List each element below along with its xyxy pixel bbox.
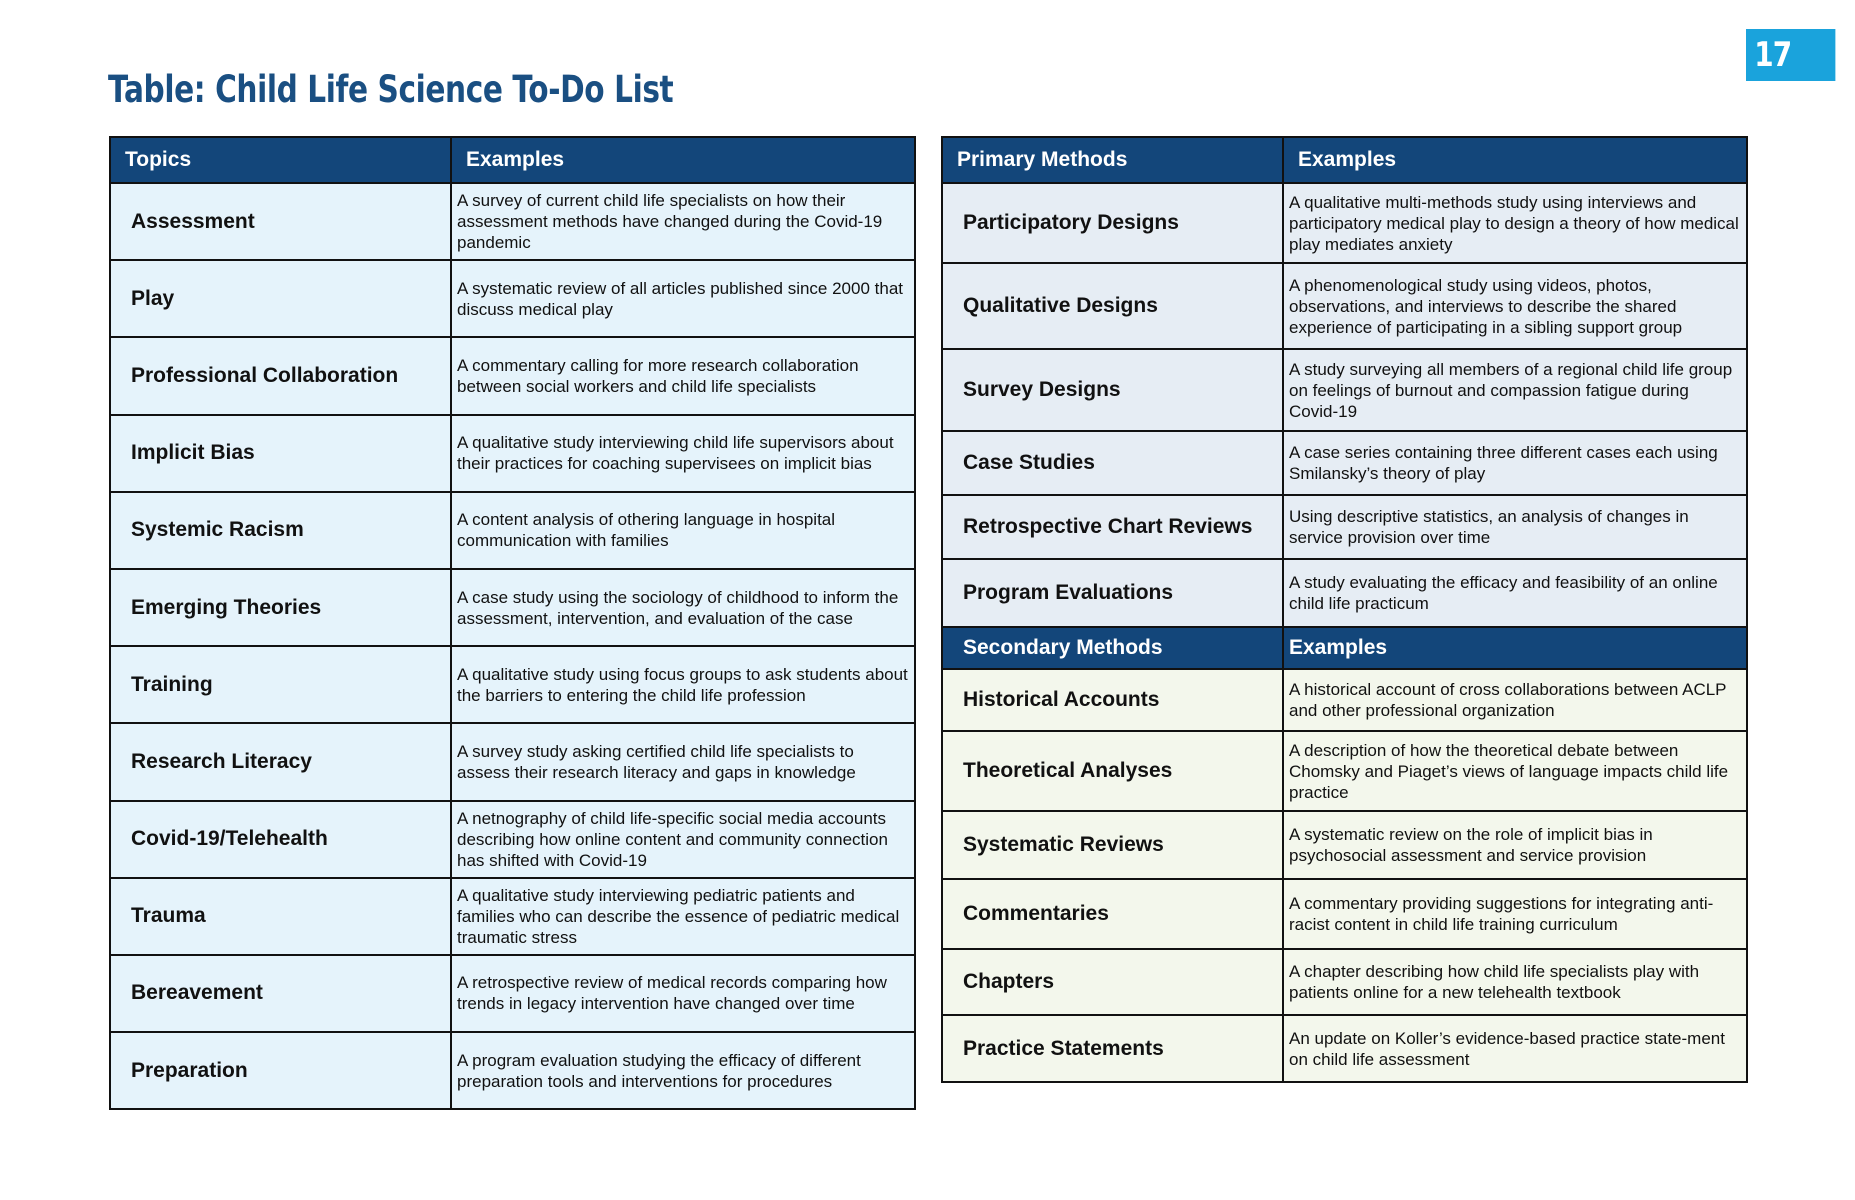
method-cell: Qualitative Designs [942, 263, 1283, 349]
topic-cell: Systemic Racism [110, 492, 451, 569]
table-row [942, 495, 1747, 559]
secondary-methods-header-row [942, 627, 1747, 669]
topic-cell: Play [110, 260, 451, 337]
secondary-examples-header: Examples [1283, 627, 1747, 669]
table-row [942, 183, 1747, 263]
example-cell: A historical account of cross collaborations between ACLP and other professional organization [1283, 669, 1747, 731]
topic-cell: Preparation [110, 1032, 451, 1109]
method-cell: Case Studies [942, 431, 1283, 495]
secondary-methods-header: Secondary Methods [942, 627, 1283, 669]
example-cell: Using descriptive statistics, an analysis of changes in service provision over time [1283, 495, 1747, 559]
topics-header: Topics [110, 137, 451, 183]
table-row [110, 723, 915, 800]
table-row [110, 260, 915, 337]
example-cell: A retrospective review of medical records comparing how trends in legacy intervention have changed over time [451, 955, 915, 1032]
example-cell: A case series containing three different cases each using Smilansky’s theory of play [1283, 431, 1747, 495]
method-cell: Commentaries [942, 879, 1283, 949]
table-row [942, 669, 1747, 731]
topic-cell: Bereavement [110, 955, 451, 1032]
topics-header-row [110, 137, 915, 183]
table-row [942, 349, 1747, 431]
topic-cell: Assessment [110, 183, 451, 260]
method-cell: Program Evaluations [942, 559, 1283, 627]
example-cell: A content analysis of othering language in hospital communication with families [451, 492, 915, 569]
example-cell: A program evaluation studying the efficacy of different preparation tools and interventions for procedures [451, 1032, 915, 1109]
topic-cell: Training [110, 646, 451, 723]
topic-cell: Trauma [110, 878, 451, 955]
table-row [942, 731, 1747, 811]
example-cell: A netnography of child life-specific social media accounts describing how online content and community connection has shifted with Covid-19 [451, 801, 915, 878]
primary-methods-header-row [942, 137, 1747, 183]
example-cell: A qualitative study interviewing child life supervisors about their practices for coaching supervisees on implicit bias [451, 415, 915, 492]
example-cell: A commentary providing suggestions for integrating anti-racist content in child life training curriculum [1283, 879, 1747, 949]
table-row [942, 811, 1747, 879]
example-cell: A qualitative multi-methods study using interviews and participatory medical play to design a theory of how medical play mediates anxiety [1283, 183, 1747, 263]
example-cell: A description of how the theoretical debate between Chomsky and Piaget’s views of language impacts child life practice [1283, 731, 1747, 811]
topic-cell: Professional Collaboration [110, 337, 451, 414]
method-cell: Historical Accounts [942, 669, 1283, 731]
page-title: Table: Child Life Science To-Do List [108, 68, 674, 111]
methods-table [941, 136, 1748, 1083]
method-cell: Systematic Reviews [942, 811, 1283, 879]
example-cell: An update on Koller’s evidence-based practice state-ment on child life assessment [1283, 1015, 1747, 1082]
method-cell: Retrospective Chart Reviews [942, 495, 1283, 559]
topics-table [109, 136, 916, 1110]
table-row [942, 263, 1747, 349]
method-cell: Chapters [942, 949, 1283, 1015]
table-row [942, 559, 1747, 627]
table-row [110, 646, 915, 723]
primary-methods-header: Primary Methods [942, 137, 1283, 183]
example-cell: A qualitative study interviewing pediatric patients and families who can describe the essence of pediatric medical traumatic stress [451, 878, 915, 955]
page-number: 17 [1746, 29, 1835, 81]
example-cell: A survey of current child life specialists on how their assessment methods have changed during the Covid-19 pandemic [451, 183, 915, 260]
table-row [942, 1015, 1747, 1082]
example-cell: A phenomenological study using videos, photos, observations, and interviews to describe the shared experience of participating in a sibling support group [1283, 263, 1747, 349]
table-row [110, 183, 915, 260]
example-cell: A systematic review on the role of implicit bias in psychosocial assessment and service provision [1283, 811, 1747, 879]
method-cell: Theoretical Analyses [942, 731, 1283, 811]
table-row [110, 1032, 915, 1109]
examples-header: Examples [451, 137, 915, 183]
table-row [110, 878, 915, 955]
table-row [110, 801, 915, 878]
example-cell: A study surveying all members of a regional child life group on feelings of burnout and compassion fatigue during Covid-19 [1283, 349, 1747, 431]
example-cell: A commentary calling for more research collaboration between social workers and child life specialists [451, 337, 915, 414]
topic-cell: Research Literacy [110, 723, 451, 800]
topic-cell: Covid-19/Telehealth [110, 801, 451, 878]
table-row [110, 415, 915, 492]
table-row [942, 949, 1747, 1015]
method-cell: Participatory Designs [942, 183, 1283, 263]
table-row [110, 492, 915, 569]
example-cell: A survey study asking certified child life specialists to assess their research literacy and gaps in knowledge [451, 723, 915, 800]
table-row [942, 879, 1747, 949]
table-row [110, 337, 915, 414]
method-cell: Survey Designs [942, 349, 1283, 431]
example-cell: A qualitative study using focus groups to ask students about the barriers to entering the child life profession [451, 646, 915, 723]
table-row [110, 955, 915, 1032]
example-cell: A study evaluating the efficacy and feasibility of an online child life practicum [1283, 559, 1747, 627]
primary-examples-header: Examples [1283, 137, 1747, 183]
topic-cell: Implicit Bias [110, 415, 451, 492]
table-row [110, 569, 915, 646]
example-cell: A systematic review of all articles published since 2000 that discuss medical play [451, 260, 915, 337]
method-cell: Practice Statements [942, 1015, 1283, 1082]
topic-cell: Emerging Theories [110, 569, 451, 646]
table-row [942, 431, 1747, 495]
example-cell: A chapter describing how child life specialists play with patients online for a new telehealth textbook [1283, 949, 1747, 1015]
example-cell: A case study using the sociology of childhood to inform the assessment, intervention, and evaluation of the case [451, 569, 915, 646]
